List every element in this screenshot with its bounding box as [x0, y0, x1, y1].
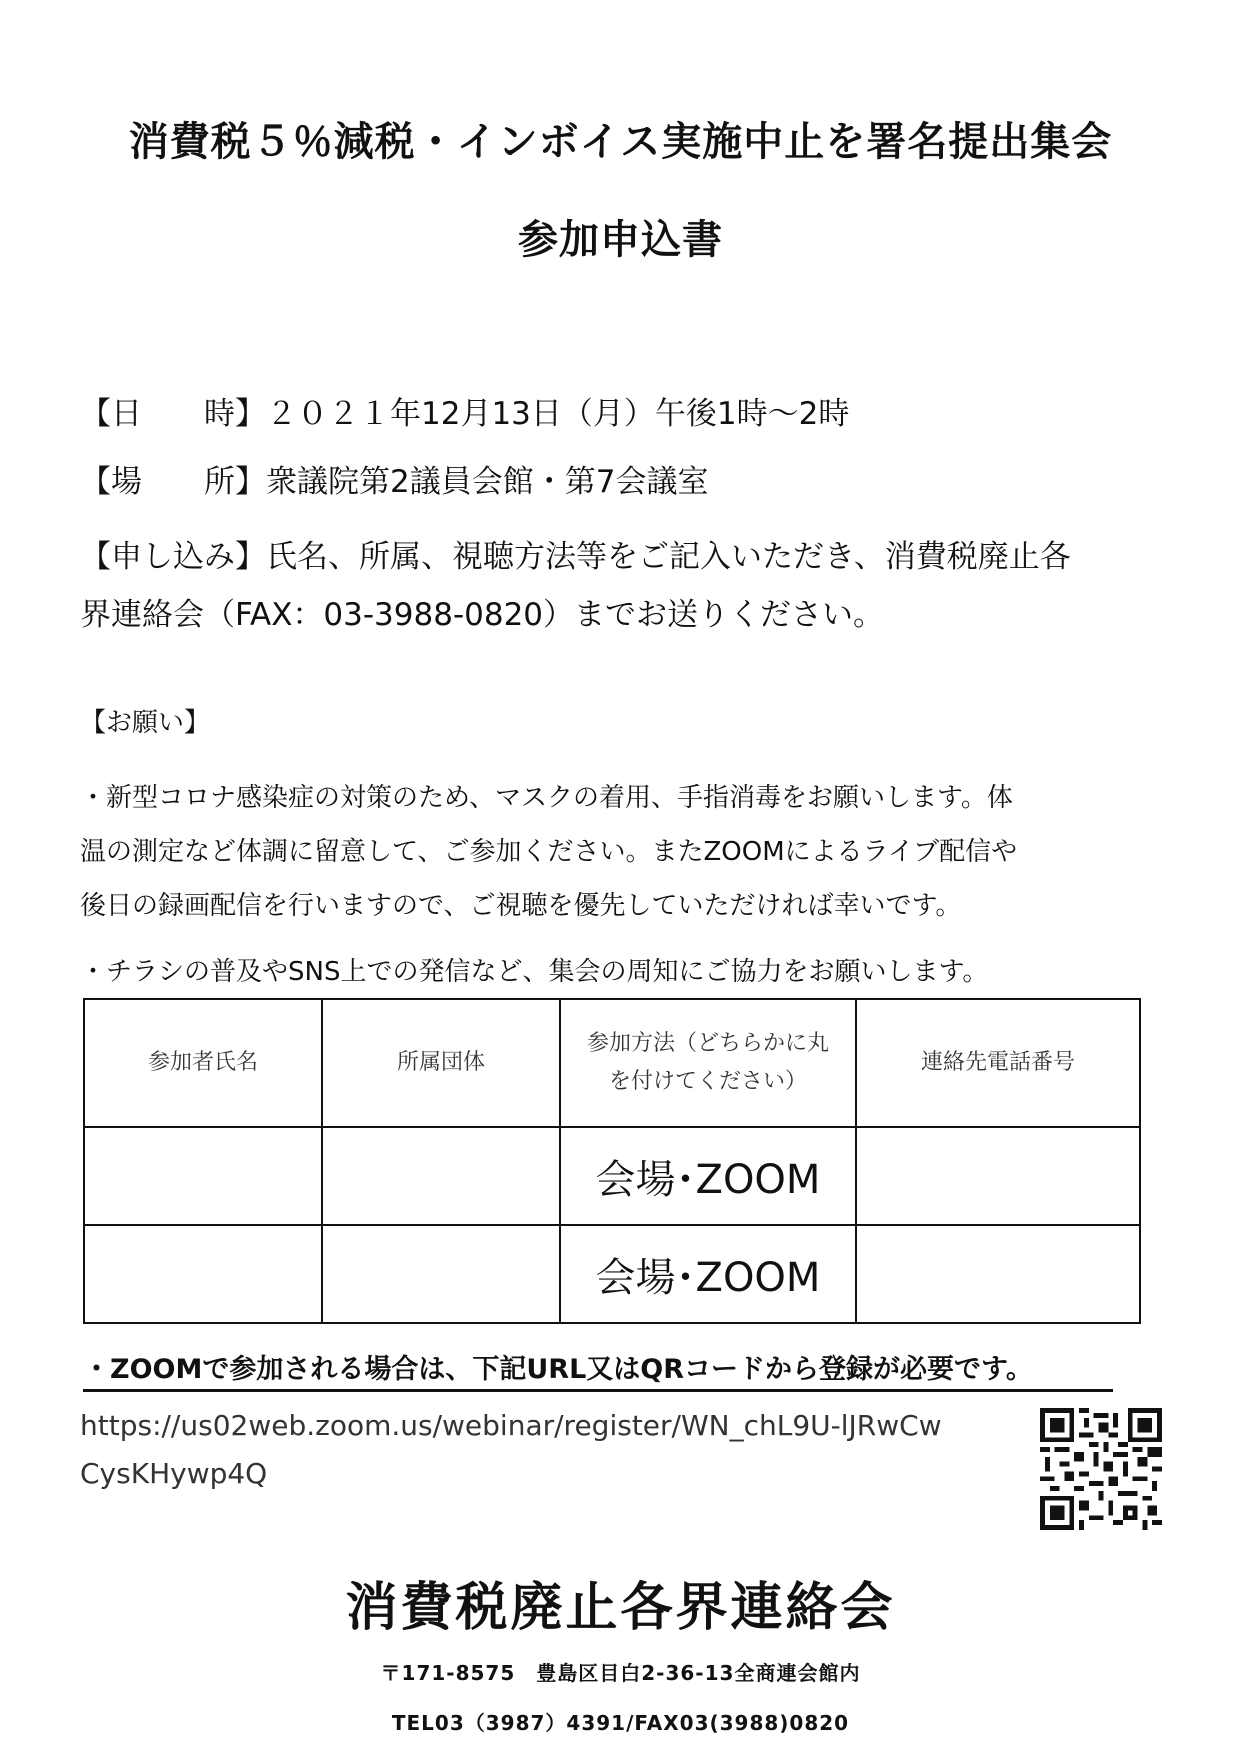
- organization-name: 消費税廃止各界連絡会: [345, 1578, 896, 1638]
- request-line: ・新型コロナ感染症の対策のため、マスクの着用、手指消毒をお願いします。体: [80, 783, 1013, 813]
- request-line: 後日の録画配信を行いますので、ご視聴を優先していただければ幸いです。: [80, 891, 962, 921]
- header-phone: 連絡先電話番号: [856, 999, 1140, 1127]
- header-method-line-1: 参加方法（どちらかに丸: [586, 1030, 829, 1056]
- organization-address: 〒171-8575 豊島区目白2-36-13全商連会館内: [380, 1661, 861, 1685]
- zoom-url-link[interactable]: https://us02web.zoom.us/webinar/register/WN_chL9U-lJRwCwCysKHywp4Q: [80, 1409, 942, 1490]
- table-row: [84, 1127, 1140, 1225]
- page-title: 消費税５％減税・インボイス実施中止を署名提出集会: [128, 119, 1113, 165]
- zoom-note: ・ZOOMで参加される場合は、下記URL又はQRコードから登録が必要です。: [83, 1347, 1113, 1392]
- phone-cell[interactable]: [856, 1225, 1140, 1323]
- header-name: 参加者氏名: [84, 999, 322, 1127]
- table-header-row: [84, 999, 1140, 1127]
- header-method-line-2: を付けてください）: [608, 1069, 807, 1094]
- header-method: [560, 999, 856, 1127]
- place-value: 衆議院第2議員会館・第7会議室: [266, 464, 709, 500]
- apply-label: 【申し込み】: [80, 539, 266, 575]
- date-label: 【日 時】: [80, 396, 266, 432]
- registration-table: [83, 998, 1141, 1324]
- method-cell[interactable]: 会場･ZOOM: [560, 1225, 856, 1323]
- apply-value-line-2: 界連絡会（FAX：03-3988-0820）までお送りください。: [80, 597, 885, 633]
- date-row: [80, 396, 849, 433]
- method-cell[interactable]: 会場･ZOOM: [560, 1127, 856, 1225]
- apply-value-line-1: 氏名、所属、視聴方法等をご記入いただき、消費税廃止各: [266, 539, 1071, 575]
- place-row: [80, 464, 708, 501]
- requests-list: [80, 771, 1170, 999]
- organization-contact: TEL03（3987）4391/FAX03(3988)0820: [391, 1711, 850, 1735]
- table-row: [84, 1225, 1140, 1323]
- date-value: ２０２１年12月13日（月）午後1時～2時: [266, 396, 850, 432]
- phone-cell[interactable]: [856, 1127, 1140, 1225]
- requests-heading: 【お願い】: [80, 708, 211, 738]
- name-cell[interactable]: [84, 1225, 322, 1323]
- apply-row: [80, 528, 1170, 644]
- request-line: 温の測定など体調に留意して、ご参加ください。またZOOMによるライブ配信や: [80, 837, 1018, 867]
- page-subtitle: 参加申込書: [518, 217, 723, 263]
- name-cell[interactable]: [84, 1127, 322, 1225]
- request-line: ・チラシの普及やSNS上での発信など、集会の周知にご協力をお願いします。: [80, 957, 989, 987]
- org-cell[interactable]: [322, 1225, 560, 1323]
- header-org: 所属団体: [322, 999, 560, 1127]
- place-label: 【場 所】: [80, 464, 266, 500]
- org-cell[interactable]: [322, 1127, 560, 1225]
- qr-code-icon[interactable]: [1040, 1408, 1162, 1530]
